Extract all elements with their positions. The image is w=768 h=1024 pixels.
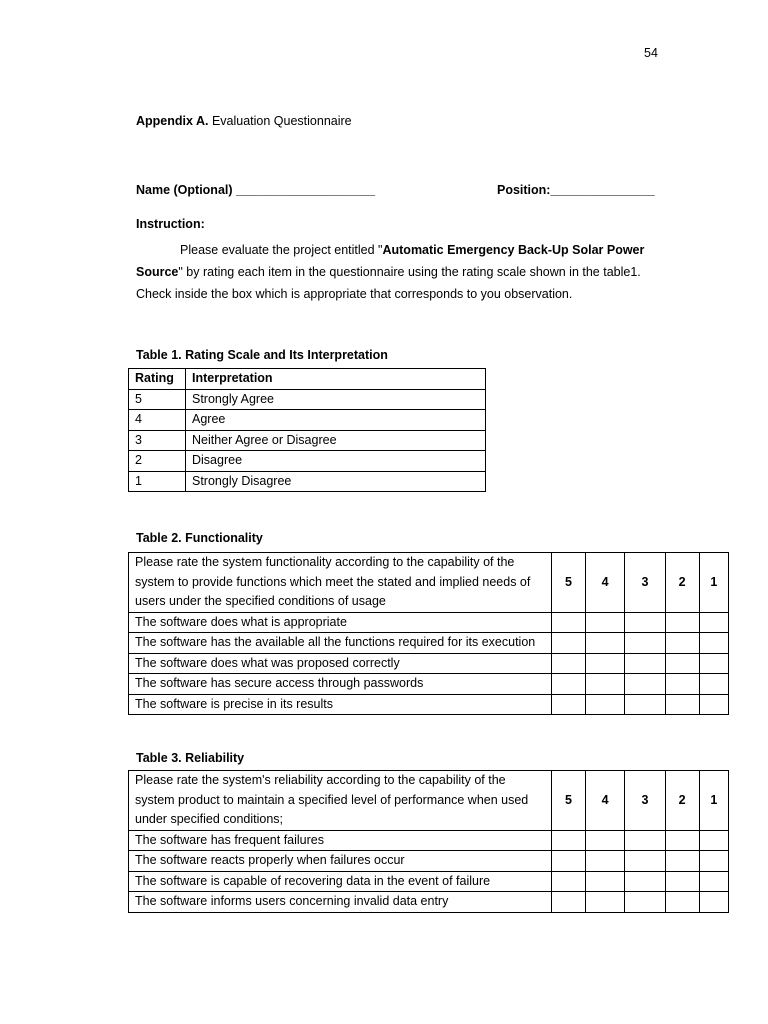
rating-interpretation: Neither Agree or Disagree: [186, 430, 486, 451]
rating-checkbox-4[interactable]: [586, 871, 625, 892]
table-row: [129, 892, 729, 913]
rating-value: 3: [129, 430, 186, 451]
rating-checkbox-1[interactable]: [699, 892, 728, 913]
table-row: [129, 612, 729, 633]
rating-checkbox-5[interactable]: [551, 612, 585, 633]
functionality-table: [128, 552, 729, 715]
table-row: [129, 851, 729, 872]
scale-header: 4: [586, 771, 625, 831]
table-row: [129, 694, 729, 715]
rating-checkbox-5[interactable]: [551, 633, 585, 654]
question-header: Please rate the system functionality according to the capability of the system to provide functions which meet the stated and implied needs of users under the specified conditions of usage: [129, 553, 552, 613]
scale-header: 5: [551, 553, 585, 613]
scale-header: 2: [665, 771, 699, 831]
rating-checkbox-2[interactable]: [665, 633, 699, 654]
position-field-line: _______________: [550, 183, 655, 197]
criterion-text: The software does what is appropriate: [129, 612, 552, 633]
rating-checkbox-4[interactable]: [586, 830, 625, 851]
rating-value: 4: [129, 410, 186, 431]
table-row: [129, 871, 729, 892]
name-field-line: ____________________: [236, 183, 376, 197]
criterion-text: The software is precise in its results: [129, 694, 552, 715]
page-number: 54: [644, 46, 658, 60]
rating-checkbox-3[interactable]: [625, 892, 665, 913]
criterion-text: The software reacts properly when failures occur: [129, 851, 552, 872]
rating-checkbox-2[interactable]: [665, 674, 699, 695]
rating-checkbox-3[interactable]: [625, 633, 665, 654]
project-title: Automatic Emergency Back-Up Solar Power Source: [136, 243, 645, 279]
table-header-row: [129, 553, 729, 613]
table-row: [129, 471, 486, 492]
table1-caption: Table 1. Rating Scale and Its Interpretation: [136, 348, 388, 362]
table-row: [129, 410, 486, 431]
rating-checkbox-2[interactable]: [665, 612, 699, 633]
rating-checkbox-2[interactable]: [665, 694, 699, 715]
table-row: [129, 633, 729, 654]
rating-checkbox-3[interactable]: [625, 653, 665, 674]
scale-header: 1: [699, 553, 728, 613]
rating-checkbox-1[interactable]: [699, 830, 728, 851]
rating-checkbox-1[interactable]: [699, 633, 728, 654]
table-row: [129, 653, 729, 674]
criterion-text: The software is capable of recovering data in the event of failure: [129, 871, 552, 892]
rating-checkbox-1[interactable]: [699, 694, 728, 715]
table-row: [129, 430, 486, 451]
rating-interpretation: Disagree: [186, 451, 486, 472]
table-row: [129, 389, 486, 410]
question-header: Please rate the system's reliability according to the capability of the system product to maintain a specified level of performance when used under specified conditions;: [129, 771, 552, 831]
scale-header: 4: [586, 553, 625, 613]
name-field-label: Name (Optional): [136, 183, 233, 197]
criterion-text: The software does what was proposed correctly: [129, 653, 552, 674]
rating-checkbox-3[interactable]: [625, 871, 665, 892]
rating-checkbox-3[interactable]: [625, 612, 665, 633]
rating-checkbox-2[interactable]: [665, 851, 699, 872]
position-field-label: Position:: [497, 183, 551, 197]
rating-checkbox-3[interactable]: [625, 830, 665, 851]
table-row: [129, 451, 486, 472]
appendix-heading: [136, 114, 352, 128]
rating-scale-table: [128, 368, 486, 492]
scale-header: 1: [699, 771, 728, 831]
rating-interpretation: Strongly Disagree: [186, 471, 486, 492]
instruction-text: [136, 239, 666, 305]
rating-checkbox-3[interactable]: [625, 851, 665, 872]
rating-checkbox-4[interactable]: [586, 851, 625, 872]
column-header: Interpretation: [186, 369, 486, 390]
rating-checkbox-3[interactable]: [625, 674, 665, 695]
criterion-text: The software has secure access through passwords: [129, 674, 552, 695]
rating-checkbox-1[interactable]: [699, 674, 728, 695]
rating-checkbox-2[interactable]: [665, 830, 699, 851]
table-header-row: [129, 771, 729, 831]
rating-checkbox-5[interactable]: [551, 892, 585, 913]
instruction-text-2: " by rating each item in the questionnaire using the rating scale shown in the table1. Check inside the box which is appropriate that corresponds to you observation.: [136, 265, 641, 301]
rating-checkbox-4[interactable]: [586, 633, 625, 654]
table-row: [129, 830, 729, 851]
appendix-title: Evaluation Questionnaire: [211, 114, 352, 128]
table3-caption: Table 3. Reliability: [136, 751, 245, 765]
scale-header: 3: [625, 553, 665, 613]
criterion-text: The software informs users concerning invalid data entry: [129, 892, 552, 913]
table2-caption: Table 2. Functionality: [136, 531, 263, 545]
rating-checkbox-5[interactable]: [551, 871, 585, 892]
rating-checkbox-2[interactable]: [665, 871, 699, 892]
rating-checkbox-5[interactable]: [551, 830, 585, 851]
rating-checkbox-5[interactable]: [551, 694, 585, 715]
scale-header: 5: [551, 771, 585, 831]
rating-checkbox-1[interactable]: [699, 612, 728, 633]
rating-checkbox-1[interactable]: [699, 871, 728, 892]
rating-checkbox-2[interactable]: [665, 653, 699, 674]
instruction-text-1: Please evaluate the project entitled ": [180, 243, 383, 257]
rating-checkbox-4[interactable]: [586, 694, 625, 715]
scale-header: 2: [665, 553, 699, 613]
table-header-row: [129, 369, 486, 390]
rating-interpretation: Strongly Agree: [186, 389, 486, 410]
rating-checkbox-4[interactable]: [586, 653, 625, 674]
rating-value: 1: [129, 471, 186, 492]
rating-checkbox-5[interactable]: [551, 851, 585, 872]
rating-value: 5: [129, 389, 186, 410]
criterion-text: The software has the available all the functions required for its execution: [129, 633, 552, 654]
rating-checkbox-4[interactable]: [586, 892, 625, 913]
position-field[interactable]: [497, 183, 655, 197]
rating-checkbox-3[interactable]: [625, 694, 665, 715]
rating-interpretation: Agree: [186, 410, 486, 431]
rating-checkbox-5[interactable]: [551, 653, 585, 674]
rating-checkbox-4[interactable]: [586, 674, 625, 695]
scale-header: 3: [625, 771, 665, 831]
rating-checkbox-2[interactable]: [665, 892, 699, 913]
reliability-table: [128, 770, 729, 913]
column-header: Rating: [129, 369, 186, 390]
name-field[interactable]: [136, 183, 375, 197]
rating-checkbox-5[interactable]: [551, 674, 585, 695]
rating-value: 2: [129, 451, 186, 472]
table-row: [129, 674, 729, 695]
instruction-label: Instruction:: [136, 217, 205, 231]
criterion-text: The software has frequent failures: [129, 830, 552, 851]
rating-checkbox-1[interactable]: [699, 653, 728, 674]
rating-checkbox-1[interactable]: [699, 851, 728, 872]
rating-checkbox-4[interactable]: [586, 612, 625, 633]
appendix-label: Appendix A.: [136, 114, 209, 128]
